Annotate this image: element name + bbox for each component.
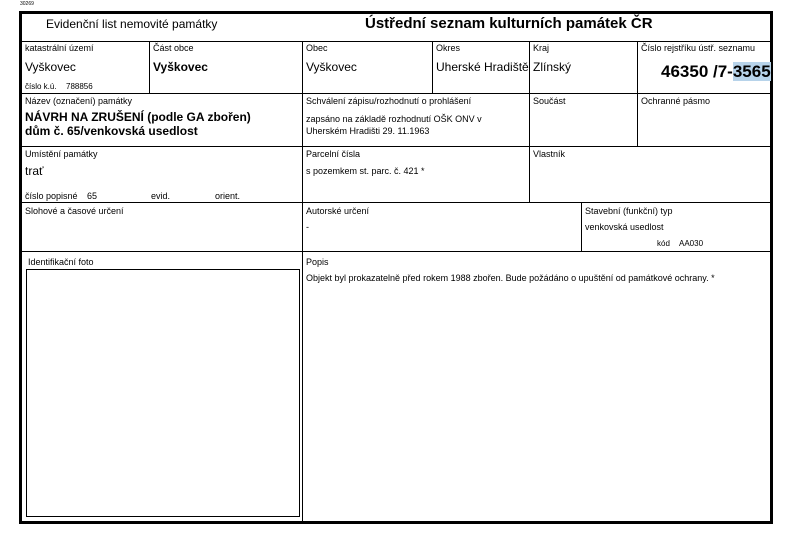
header-center-title: Ústřední seznam kulturních památek ČR <box>365 15 653 32</box>
ochranne-pasmo-label: Ochranné pásmo <box>641 96 711 106</box>
divider-row1 <box>22 93 770 94</box>
header-title: Evidenční list nemovité památky <box>46 17 218 31</box>
rejstrik-number-highlight: 3565 <box>732 62 771 81</box>
autorske-value: - <box>306 222 309 232</box>
okres-label: Okres <box>436 43 461 53</box>
kod-value: AA030 <box>679 239 704 248</box>
kod-label: kód <box>657 239 670 248</box>
vlastnik-label: Vlastník <box>533 149 566 159</box>
schvaleni-line1: zapsáno na základě rozhodnutí OŠK ONV v <box>306 114 482 124</box>
divider-v-main <box>302 41 303 251</box>
katastralni-uzemi-value: Vyškovec <box>25 60 76 74</box>
divider-header <box>22 41 770 42</box>
evid-label: evid. <box>151 191 171 201</box>
divider-row2 <box>22 146 770 147</box>
foto-label: Identifikační foto <box>28 257 94 267</box>
stavebni-value: venkovská usedlost <box>585 222 664 232</box>
divider-v-popis <box>302 251 303 521</box>
divider-v-kraj <box>529 41 530 202</box>
schvaleni-line2: Uherském Hradišti 29. 11.1963 <box>306 126 430 136</box>
photo-placeholder <box>26 269 300 517</box>
cislo-popisne-label: číslo popisné <box>25 191 78 201</box>
nazev-line2: dům č. 65/venkovská usedlost <box>25 124 198 138</box>
obec-label: Obec <box>306 43 328 53</box>
divider-row4 <box>22 251 770 252</box>
katastralni-uzemi-label: katastrální území <box>25 43 94 53</box>
rejstrik-number <box>661 62 771 82</box>
popis-value: Objekt byl prokazatelně před rokem 1988 zbořen. Bude požádáno o upuštění od památkové ochrany. * <box>306 273 715 283</box>
nazev-label: Název (označení) památky <box>25 96 133 106</box>
divider-v-rejstrik <box>637 41 638 146</box>
kraj-value: Zlínský <box>533 60 572 74</box>
kraj-label: Kraj <box>533 43 550 53</box>
divider-row3 <box>22 202 770 203</box>
cislo-popisne-value: 65 <box>87 191 98 201</box>
schvaleni-label: Schválení zápisu/rozhodnutí o prohlášení <box>306 96 472 106</box>
slohove-label: Slohové a časové určení <box>25 206 124 216</box>
divider-v-stavebni <box>581 202 582 251</box>
divider-v-cast-obce <box>149 41 150 93</box>
cislo-ku-label: číslo k.ú. <box>25 82 57 91</box>
cast-obce-label: Část obce <box>153 43 194 53</box>
cislo-ku-value: 788856 <box>66 82 93 91</box>
parcelni-value: s pozemkem st. parc. č. 421 * <box>306 166 425 176</box>
nazev-line1: NÁVRH NA ZRUŠENÍ (podle GA zbořen) <box>25 110 251 124</box>
umisteni-value: trať <box>25 164 44 178</box>
document-id: 30269 <box>20 1 34 7</box>
umisteni-label: Umístění památky <box>25 149 98 159</box>
rejstrik-label: Číslo rejstříku ústř. seznamu <box>641 43 756 53</box>
divider-v-okres <box>432 41 433 93</box>
okres-value: Uherské Hradiště <box>436 60 529 74</box>
cast-obce-value: Vyškovec <box>153 60 208 74</box>
autorske-label: Autorské určení <box>306 206 370 216</box>
parcelni-label: Parcelní čísla <box>306 149 361 159</box>
orient-label: orient. <box>215 191 241 201</box>
obec-value: Vyškovec <box>306 60 357 74</box>
soucast-label: Součást <box>533 96 566 106</box>
rejstrik-number-main: 46350 /7- <box>661 62 733 81</box>
popis-label: Popis <box>306 257 329 267</box>
stavebni-label: Stavební (funkční) typ <box>585 206 673 216</box>
